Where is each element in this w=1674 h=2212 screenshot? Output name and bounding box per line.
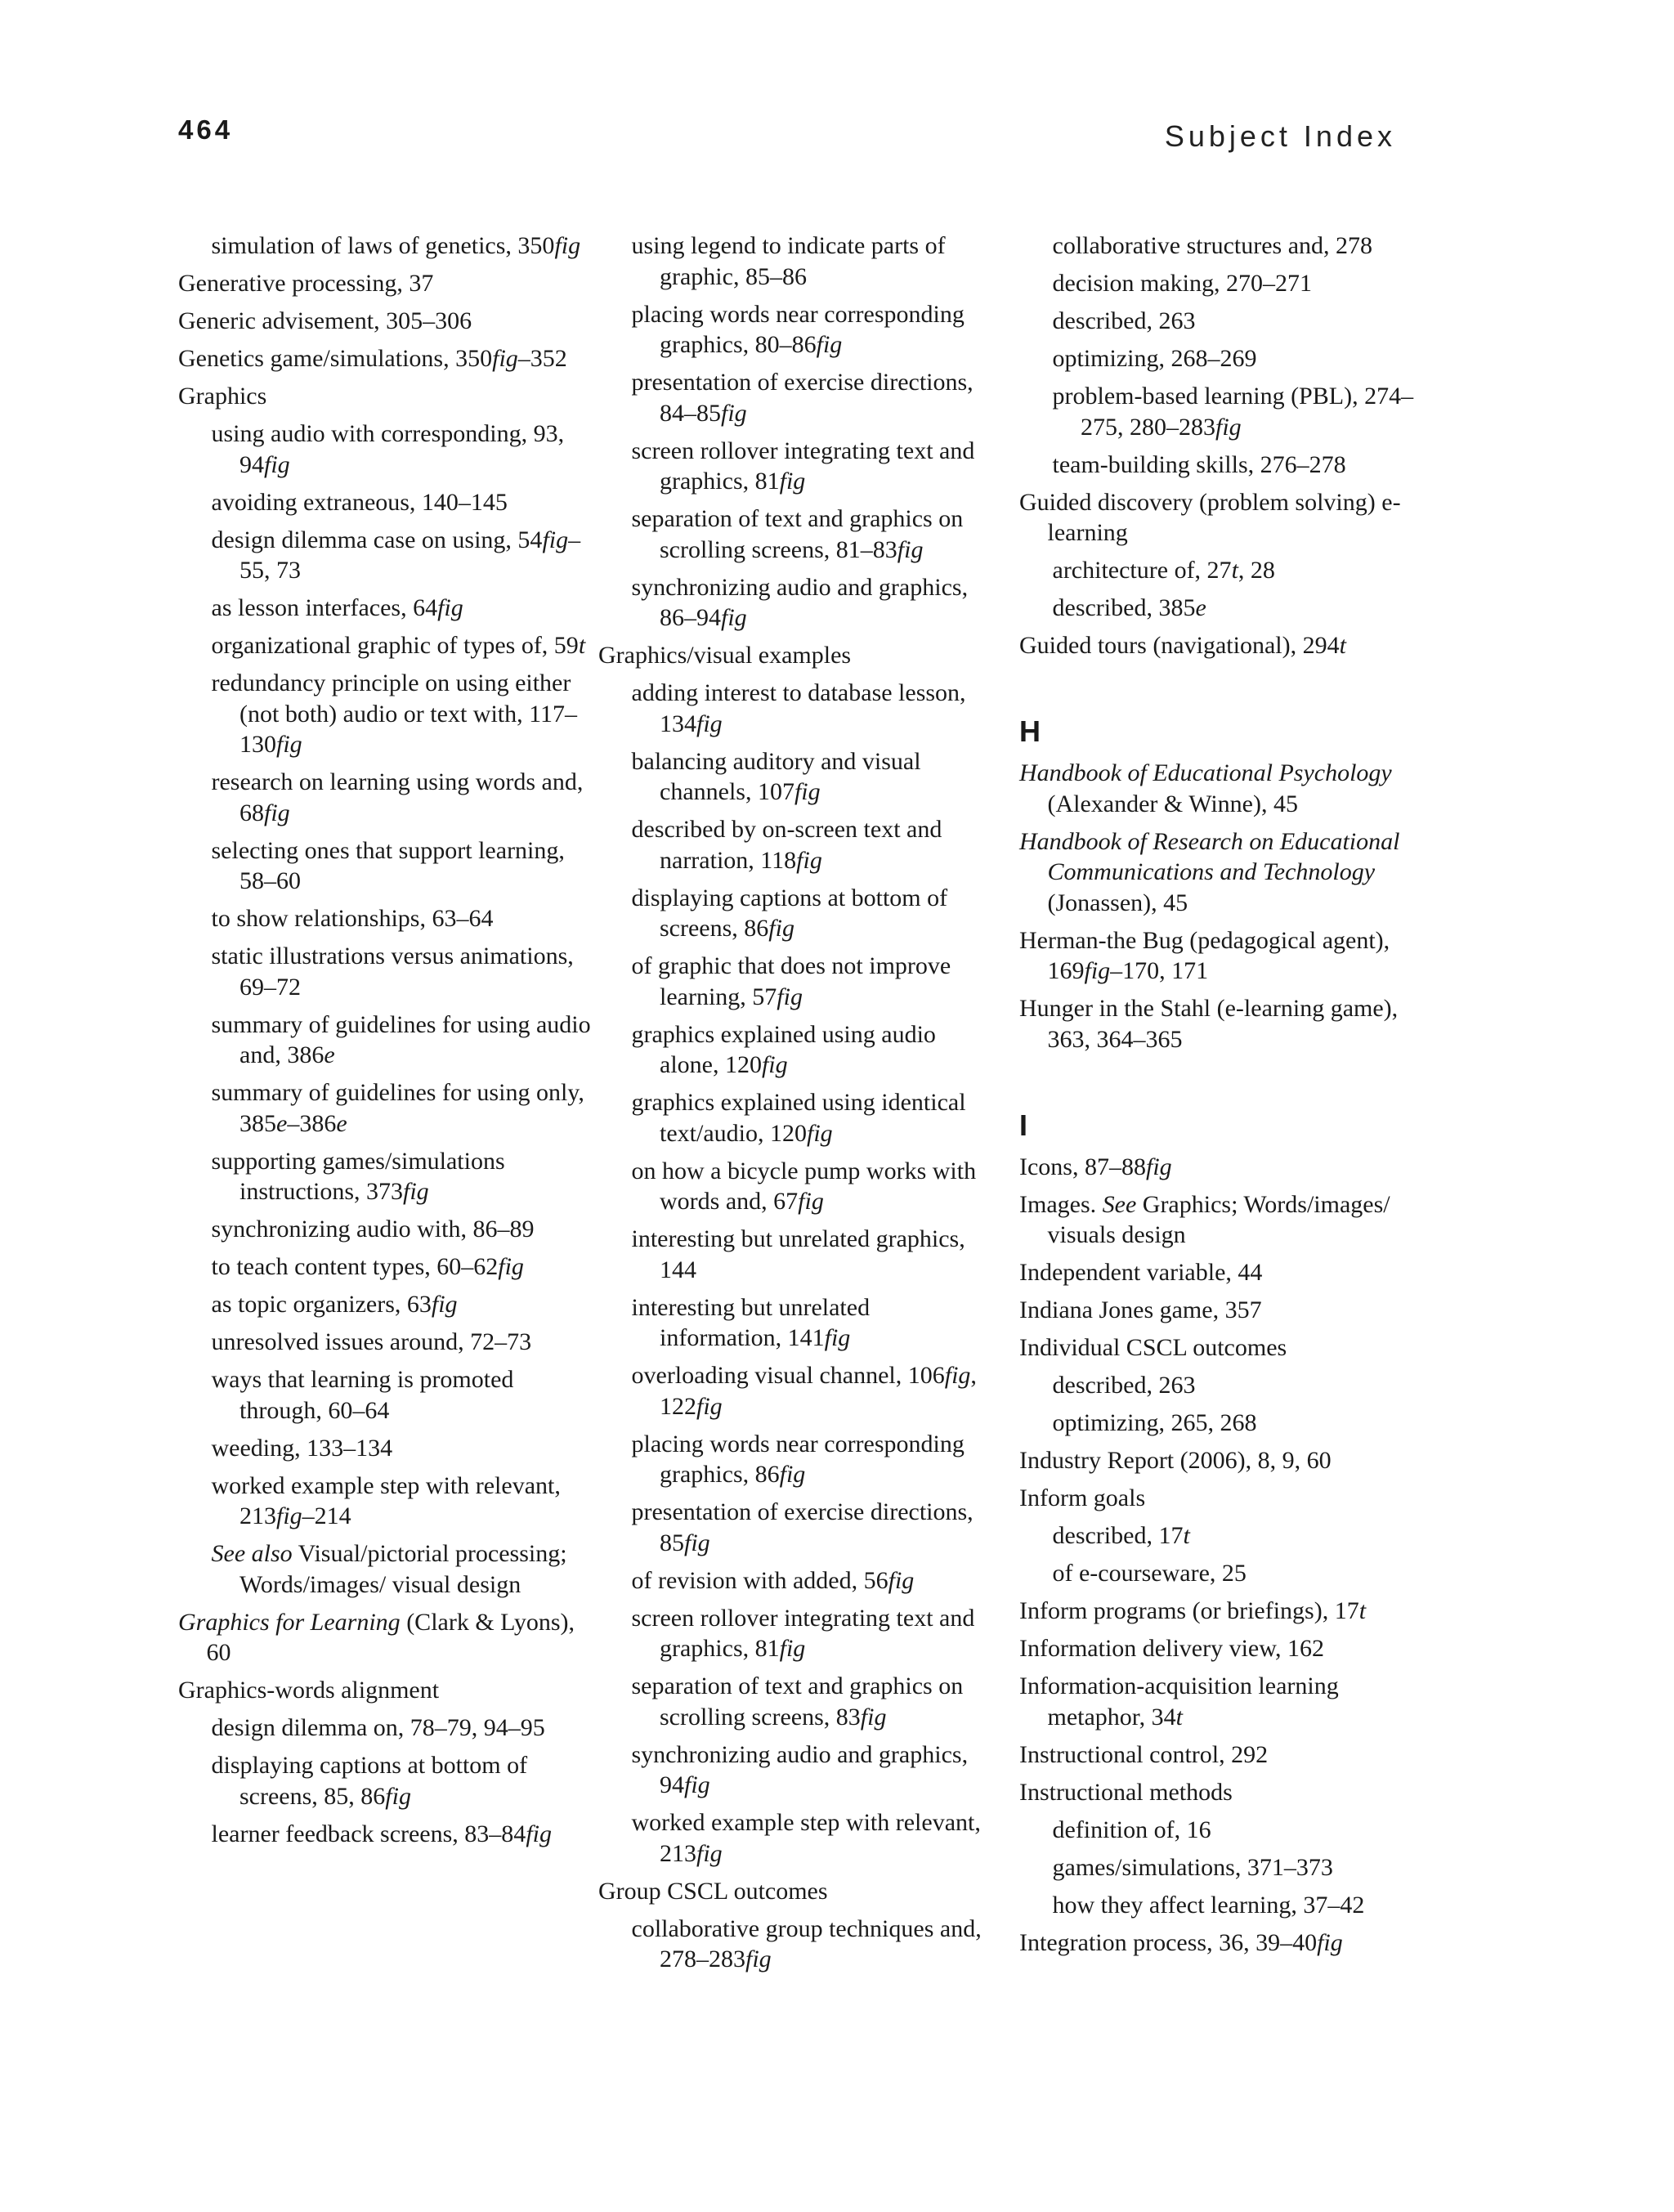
index-entry: Handbook of Educational Psychology (Alexander & Winne), 45 xyxy=(1019,759,1392,817)
index-subentry: of e-courseware, 25 xyxy=(1052,1560,1247,1587)
index-subentry: optimizing, 265, 268 xyxy=(1052,1409,1257,1436)
index-subentry: displaying captions at bottom of screens, 85, 86fig xyxy=(211,1752,528,1810)
running-head: Subject Index xyxy=(1164,119,1396,153)
index-subentry: separation of text and graphics on scrolling screens, 83fig xyxy=(631,1672,964,1731)
index-entry: Handbook of Research on Educational Communications and Technology (Jonassen), 45 xyxy=(1019,827,1400,916)
index-subentry: organizational graphic of types of, 59t xyxy=(211,632,586,659)
index-subentry: worked example step with relevant, 213fig xyxy=(631,1809,981,1867)
index-subentry: separation of text and graphics on scrolling screens, 81–83fig xyxy=(631,505,964,563)
index-subentry: to teach content types, 60–62fig xyxy=(211,1253,524,1280)
index-subentry: avoiding extraneous, 140–145 xyxy=(211,488,508,516)
index-subentry: described by on-screen text and narration, 118fig xyxy=(631,816,942,874)
index-subentry: summary of guidelines for using audio and, 386e xyxy=(211,1010,591,1068)
index-entry: Guided tours (navigational), 294t xyxy=(1019,632,1346,659)
index-subentry: synchronizing audio with, 86–89 xyxy=(211,1216,535,1243)
index-entry: Industry Report (2006), 8, 9, 60 xyxy=(1019,1447,1332,1474)
index-entry: Generic advisement, 305–306 xyxy=(178,307,472,334)
index-subentry: graphics explained using audio alone, 120fig xyxy=(631,1020,936,1078)
index-subentry: games/simulations, 371–373 xyxy=(1052,1853,1333,1881)
index-subentry: collaborative structures and, 278 xyxy=(1052,232,1373,259)
index-subentry: ways that learning is promoted through, 60–64 xyxy=(211,1366,514,1424)
letter-heading: I xyxy=(1019,1108,1028,1142)
index-column-2 xyxy=(598,231,989,1981)
index-subentry: weeding, 133–134 xyxy=(211,1434,393,1462)
index-subentry: described, 17t xyxy=(1052,1522,1190,1549)
index-subentry: as topic organizers, 63fig xyxy=(211,1291,458,1318)
index-subentry: using legend to indicate parts of graphic, 85–86 xyxy=(631,232,946,290)
index-subentry: displaying captions at bottom of screens, 86fig xyxy=(631,884,948,942)
index-subentry: synchronizing audio and graphics, 94fig xyxy=(631,1740,969,1798)
index-subentry: synchronizing audio and graphics, 86–94fig xyxy=(631,573,969,631)
index-subentry: described, 385e xyxy=(1052,594,1206,621)
index-entry: Inform programs (or briefings), 17t xyxy=(1019,1597,1367,1624)
index-entry: Information delivery view, 162 xyxy=(1019,1635,1324,1662)
index-subentry: using audio with corresponding, 93, 94fig xyxy=(211,420,565,478)
index-subentry: learner feedback screens, 83–84fig xyxy=(211,1820,552,1847)
index-subentry: presentation of exercise directions, 84–85fig xyxy=(631,369,974,427)
index-subentry: described, 263 xyxy=(1052,1372,1196,1399)
index-subentry: screen rollover integrating text and graphics, 81fig xyxy=(631,1604,975,1662)
index-entry: Information-acquisition learning metaphor, 34t xyxy=(1019,1672,1339,1731)
index-column-1 xyxy=(178,231,591,1856)
index-subentry: architecture of, 27t, 28 xyxy=(1052,557,1275,584)
index-subentry: graphics explained using identical text/audio, 120fig xyxy=(631,1089,966,1147)
index-entry: Inform goals xyxy=(1019,1484,1146,1511)
index-entry: Graphics/visual examples xyxy=(598,642,852,669)
index-entry: Hunger in the Stahl (e-learning game), 363, 364–365 xyxy=(1019,995,1399,1053)
index-entry: Integration process, 36, 39–40fig xyxy=(1019,1928,1343,1956)
index-subentry: team-building skills, 276–278 xyxy=(1052,450,1346,478)
index-subentry: balancing auditory and visual channels, 107fig xyxy=(631,747,921,805)
index-subentry: interesting but unrelated graphics, 144 xyxy=(631,1225,965,1283)
index-subentry: of graphic that does not improve learning, 57fig xyxy=(631,952,951,1010)
index-subentry: redundancy principle on using either (not both) audio or text with, 117–130fig xyxy=(211,669,577,758)
index-subentry: selecting ones that support learning, 58–60 xyxy=(211,836,565,894)
index-entry: Generative processing, 37 xyxy=(178,270,434,297)
index-entry: Graphics for Learning (Clark & Lyons), 60 xyxy=(178,1608,575,1666)
index-entry: Icons, 87–88fig xyxy=(1019,1153,1172,1180)
index-subentry: summary of guidelines for using only, 385e–386e xyxy=(211,1079,584,1137)
index-subentry: worked example step with relevant, 213fig–214 xyxy=(211,1471,561,1529)
index-subentry: See also Visual/pictorial processing; Words/images/ visual design xyxy=(211,1540,567,1598)
index-subentry: static illustrations versus animations, 69–72 xyxy=(211,943,574,1001)
index-entry: Instructional methods xyxy=(1019,1778,1233,1806)
index-subentry: to show relationships, 63–64 xyxy=(211,905,494,932)
letter-heading: H xyxy=(1019,714,1041,748)
index-subentry: simulation of laws of genetics, 350fig xyxy=(211,232,581,259)
index-subentry: design dilemma case on using, 54fig–55, 73 xyxy=(211,526,581,584)
index-subentry: decision making, 270–271 xyxy=(1052,270,1312,297)
index-subentry: placing words near corresponding graphics, 86fig xyxy=(631,1430,965,1488)
index-entry: Herman-the Bug (pedagogical agent), 169fig–170, 171 xyxy=(1019,926,1390,984)
index-subentry: placing words near corresponding graphics, 80–86fig xyxy=(631,300,965,358)
section-gap xyxy=(1019,668,1428,714)
index-subentry: supporting games/simulations instructions, 373fig xyxy=(211,1147,505,1205)
index-entry: Graphics-words alignment xyxy=(178,1677,440,1704)
index-subentry: how they affect learning, 37–42 xyxy=(1052,1891,1365,1919)
index-subentry: design dilemma on, 78–79, 94–95 xyxy=(211,1714,545,1741)
index-subentry: unresolved issues around, 72–73 xyxy=(211,1328,532,1355)
index-subentry: screen rollover integrating text and graphics, 81fig xyxy=(631,437,975,495)
index-subentry: presentation of exercise directions, 85fig xyxy=(631,1498,974,1556)
index-entry: Individual CSCL outcomes xyxy=(1019,1334,1287,1361)
index-subentry: as lesson interfaces, 64fig xyxy=(211,594,463,621)
index-entry: Images. See Graphics; Words/images/ visuals design xyxy=(1019,1190,1390,1248)
index-subentry: on how a bicycle pump works with words and, 67fig xyxy=(631,1157,977,1215)
index-subentry: definition of, 16 xyxy=(1052,1816,1211,1843)
index-subentry: collaborative group techniques and, 278–283fig xyxy=(631,1914,982,1972)
index-subentry: of revision with added, 56fig xyxy=(631,1566,915,1594)
section-gap xyxy=(1019,1062,1428,1108)
index-subentry: research on learning using words and, 68fig xyxy=(211,768,584,826)
index-entry: Instructional control, 292 xyxy=(1019,1740,1269,1768)
index-entry: Guided discovery (problem solving) e-learning xyxy=(1019,488,1401,546)
index-subentry: overloading visual channel, 106fig, 122fig xyxy=(631,1362,977,1420)
index-entry: Genetics game/simulations, 350fig–352 xyxy=(178,345,567,372)
page-number: 464 xyxy=(178,114,234,145)
index-entry: Indiana Jones game, 357 xyxy=(1019,1296,1262,1323)
index-column-3 xyxy=(1019,231,1428,1965)
index-subentry: described, 263 xyxy=(1052,307,1196,334)
index-subentry: interesting but unrelated information, 141fig xyxy=(631,1293,871,1351)
index-subentry: problem-based learning (PBL), 274–275, 280–283fig xyxy=(1052,383,1414,441)
index-entry: Graphics xyxy=(178,383,267,410)
index-subentry: adding interest to database lesson, 134fig xyxy=(631,679,966,737)
index-entry: Independent variable, 44 xyxy=(1019,1259,1263,1286)
index-subentry: optimizing, 268–269 xyxy=(1052,345,1257,372)
index-entry: Group CSCL outcomes xyxy=(598,1877,828,1905)
